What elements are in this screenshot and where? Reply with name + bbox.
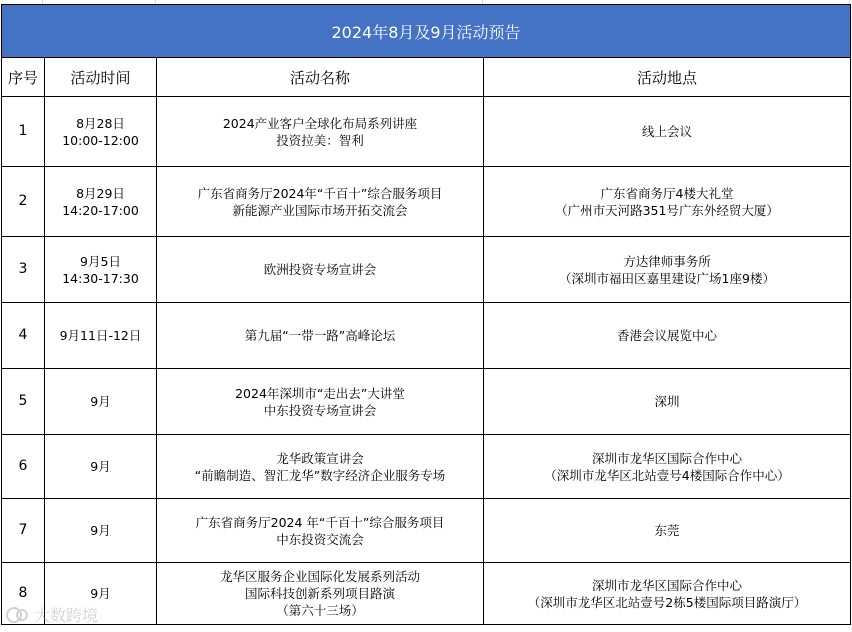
place-line: 深圳市龙华区国际合作中心 — [592, 450, 743, 466]
time-line: 9月5日 — [80, 253, 121, 269]
place-line: 香港会议展览中心 — [617, 328, 718, 343]
header-place: 活动地点 — [484, 58, 851, 97]
name-cell — [157, 499, 484, 563]
place-line: 深圳市龙华区国际合作中心 — [592, 577, 743, 593]
name-cell — [157, 303, 484, 369]
header-row — [2, 58, 851, 97]
time-line: 14:20-17:00 — [62, 202, 139, 218]
name-line: 广东省商务厅2024年“千百十”综合服务项目 — [197, 185, 443, 201]
place-line: （广州市天河路351号广东外经贸大厦） — [555, 202, 779, 218]
table-row — [2, 237, 851, 303]
time-line: 9月 — [90, 586, 111, 601]
name-line: 2024年深圳市“走出去”大讲堂 — [235, 385, 405, 401]
name-line: 中东投资专场宣讲会 — [263, 402, 377, 418]
table-row — [2, 97, 851, 167]
place-cell — [484, 435, 851, 499]
place-line: （深圳市福田区嘉里建设广场1座9楼） — [559, 270, 775, 286]
time-cell — [45, 369, 157, 435]
place-line: （深圳市龙华区北站壹号4楼国际合作中心） — [544, 467, 790, 483]
table-title: 2024年8月及9月活动预告 — [2, 5, 851, 58]
seq-cell: 5 — [2, 369, 45, 435]
name-cell — [157, 369, 484, 435]
time-line: 10:00-12:00 — [62, 132, 139, 148]
seq-cell: 4 — [2, 303, 45, 369]
place-cell — [484, 369, 851, 435]
place-cell — [484, 237, 851, 303]
name-cell — [157, 237, 484, 303]
time-cell — [45, 237, 157, 303]
watermark-logo-icon — [4, 605, 30, 625]
time-line: 8月29日 — [76, 185, 125, 201]
time-line: 9月 — [90, 523, 111, 538]
name-line: 广东省商务厅2024 年“千百十”综合服务项目 — [195, 514, 445, 530]
header-seq: 序号 — [2, 58, 45, 97]
place-cell — [484, 499, 851, 563]
place-cell — [484, 97, 851, 167]
name-line: 中东投资交流会 — [276, 531, 364, 547]
place-line: 东莞 — [654, 523, 680, 538]
header-name: 活动名称 — [157, 58, 484, 97]
time-cell — [45, 499, 157, 563]
name-cell — [157, 97, 484, 167]
activity-table — [1, 4, 851, 625]
header-time: 活动时间 — [45, 58, 157, 97]
name-line: 新能源产业国际市场开拓交流会 — [232, 202, 408, 218]
name-line: 第九届“一带一路”高峰论坛 — [244, 328, 396, 343]
place-cell — [484, 563, 851, 625]
watermark-text: 大数跨境 — [34, 606, 99, 625]
name-line: 国际科技创新系列项目路演 — [244, 586, 395, 601]
table-row — [2, 563, 851, 625]
time-line: 9月11日-12日 — [59, 328, 142, 343]
seq-cell: 1 — [2, 97, 45, 167]
time-line: 14:30-17:30 — [62, 270, 139, 286]
seq-cell: 6 — [2, 435, 45, 499]
place-line: （深圳市龙华区北站壹号2栋5楼国际项目路演厅） — [527, 594, 807, 610]
table-row — [2, 435, 851, 499]
name-line: 2024产业客户全球化布局系列讲座 — [222, 115, 418, 131]
table-row — [2, 499, 851, 563]
place-line: 广东省商务厅4楼大礼堂 — [600, 185, 734, 201]
time-cell — [45, 435, 157, 499]
time-line: 9月 — [90, 394, 111, 409]
name-line: （第六十三场） — [276, 603, 364, 618]
name-line: 龙华区服务企业国际化发展系列活动 — [219, 569, 420, 584]
name-line: “前瞻制造、智汇龙华”数字经济企业服务专场 — [194, 467, 446, 483]
name-line: 投资拉美：智利 — [276, 132, 364, 148]
name-line: 龙华政策宣讲会 — [276, 450, 364, 466]
place-cell — [484, 167, 851, 237]
table-row — [2, 167, 851, 237]
name-cell — [157, 435, 484, 499]
time-cell — [45, 303, 157, 369]
watermark — [4, 603, 98, 626]
place-line: 深圳 — [654, 394, 680, 409]
place-cell — [484, 303, 851, 369]
seq-cell: 3 — [2, 237, 45, 303]
name-cell — [157, 563, 484, 625]
place-line: 方达律师事务所 — [623, 253, 711, 269]
seq-cell: 2 — [2, 167, 45, 237]
seq-cell: 8 — [2, 563, 45, 625]
table-row — [2, 369, 851, 435]
time-line: 8月28日 — [76, 115, 125, 131]
place-line: 线上会议 — [642, 124, 693, 139]
time-cell — [45, 97, 157, 167]
time-cell — [45, 167, 157, 237]
name-line: 欧洲投资专场宣讲会 — [263, 262, 377, 277]
time-line: 9月 — [90, 459, 111, 474]
seq-cell: 7 — [2, 499, 45, 563]
table-body — [2, 97, 851, 625]
table-row — [2, 303, 851, 369]
name-cell — [157, 167, 484, 237]
